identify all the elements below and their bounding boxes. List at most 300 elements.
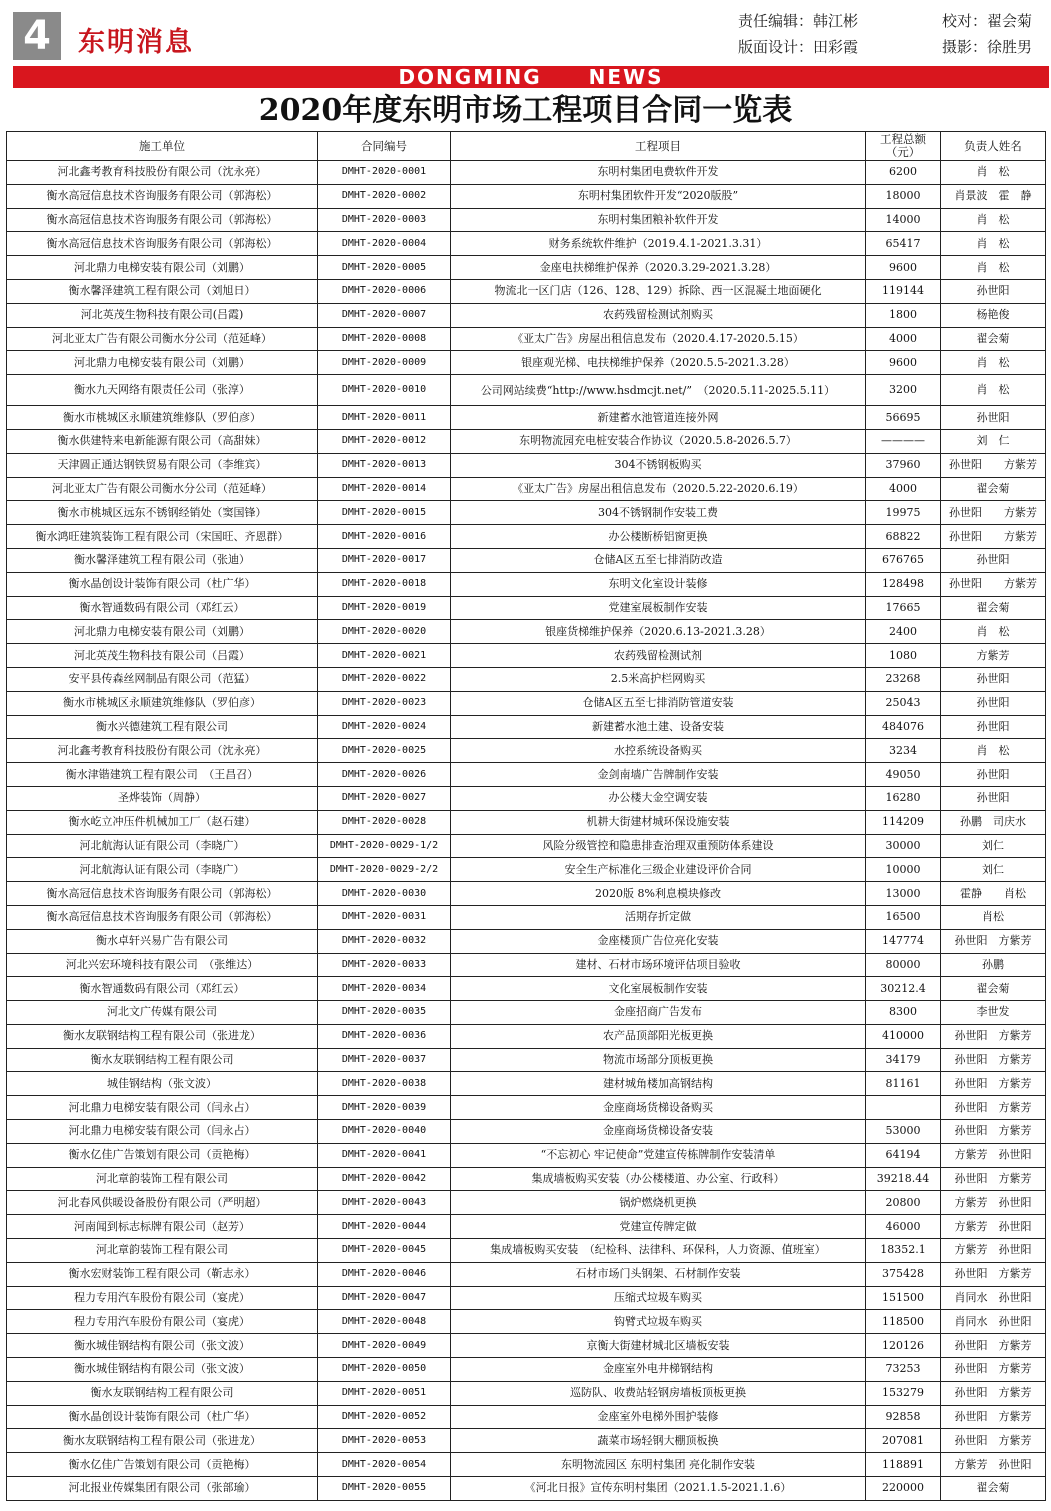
cell-person: 翟会菊: [941, 327, 1046, 351]
banner-bar: [13, 66, 1049, 88]
table-row: [7, 1405, 1046, 1429]
cell-project: 建材、石材市场环境评估项目验收: [451, 953, 866, 977]
cell-amount: 17665: [866, 596, 941, 620]
cell-project: 仓储A区五至七排消防管道安装: [451, 691, 866, 715]
cell-contractor: 衡水智通数码有限公司（邓红云）: [7, 596, 318, 620]
cell-amount: 128498: [866, 572, 941, 596]
cell-person: 孙世阳 方紫芳: [941, 1429, 1046, 1453]
cell-contractor: 衡水津锴建筑工程有限公司 （王昌召）: [7, 763, 318, 787]
cell-contract-no: DMHT-2020-0043: [318, 1191, 451, 1215]
cell-contractor: 河北航海认证有限公司（李晓广）: [7, 834, 318, 858]
cell-person: 肖 松: [941, 232, 1046, 256]
table-row: [7, 256, 1046, 280]
cell-project: 东明村集团软件开发“2020版股”: [451, 184, 866, 208]
cell-contractor: 衡水屹立冲压件机械加工厂（赵石建）: [7, 810, 318, 834]
table-row: [7, 834, 1046, 858]
credit-photographer: 摄影：徐胜男: [942, 38, 1033, 56]
table-row: [7, 1453, 1046, 1477]
cell-project: 物流北一区门店（126、128、129）拆除、西一区混凝土地面硬化: [451, 279, 866, 303]
cell-person: 孙鹏 司庆水: [941, 810, 1046, 834]
cell-contractor: 衡水城佳钢结构有限公司（张文波）: [7, 1358, 318, 1382]
cell-contract-no: DMHT-2020-0044: [318, 1215, 451, 1239]
cell-project: 水控系统设备购买: [451, 739, 866, 763]
cell-amount: 37960: [866, 453, 941, 477]
table-row: [7, 715, 1046, 739]
cell-project: 金座电扶梯维护保养（2020.3.29-2021.3.28）: [451, 256, 866, 280]
cell-amount: 147774: [866, 929, 941, 953]
cell-contractor: 天津圆正通达钢铁贸易有限公司（李维宾）: [7, 453, 318, 477]
cell-contract-no: DMHT-2020-0039: [318, 1096, 451, 1120]
cell-project: 仓储A区五至七排消防改造: [451, 548, 866, 572]
cell-project: 建材城角楼加高钢结构: [451, 1072, 866, 1096]
cell-amount: ————: [866, 429, 941, 453]
cell-contractor: 衡水晶创设计装饰有限公司（杜广华）: [7, 1405, 318, 1429]
cell-person: 孙世阳: [941, 763, 1046, 787]
cell-contract-no: DMHT-2020-0048: [318, 1310, 451, 1334]
cell-contractor: 衡水亿佳广告策划有限公司（贡艳梅）: [7, 1143, 318, 1167]
newspaper-brand: 东明消息: [78, 27, 194, 58]
cell-contractor: 河北鑫考教育科技股份有限公司（沈永亮）: [7, 161, 318, 185]
cell-person: 李世发: [941, 1001, 1046, 1025]
cell-contract-no: DMHT-2020-0030: [318, 882, 451, 906]
cell-project: 2020版 8%利息模块修改: [451, 882, 866, 906]
table-row: [7, 406, 1046, 430]
cell-person: 孙世阳 方紫芳: [941, 501, 1046, 525]
cell-project: 东明文化室设计装修: [451, 572, 866, 596]
cell-contract-no: DMHT-2020-0022: [318, 667, 451, 691]
table-row: [7, 327, 1046, 351]
cell-person: 方紫芳 孙世阳: [941, 1215, 1046, 1239]
cell-contractor: 河北鑫考教育科技股份有限公司（沈永亮）: [7, 739, 318, 763]
cell-project: 农药残留检测试剂: [451, 644, 866, 668]
cell-contractor: 安平县传森丝网制品有限公司（范猛）: [7, 667, 318, 691]
cell-amount: 9600: [866, 256, 941, 280]
cell-contractor: 衡水友联钢结构工程有限公司（张进龙）: [7, 1024, 318, 1048]
cell-contract-no: DMHT-2020-0012: [318, 429, 451, 453]
cell-contractor: 河北鼎力电梯安装有限公司（闫永占）: [7, 1120, 318, 1144]
cell-amount: 39218.44: [866, 1167, 941, 1191]
cell-contract-no: DMHT-2020-0049: [318, 1334, 451, 1358]
cell-project: 金座商场货梯设备安装: [451, 1120, 866, 1144]
table-row: [7, 1381, 1046, 1405]
table-row: [7, 1072, 1046, 1096]
cell-person: 孙世阳 方紫芳: [941, 1358, 1046, 1382]
cell-contract-no: DMHT-2020-0029-1/2: [318, 834, 451, 858]
cell-project: 东明村集团电费软件开发: [451, 161, 866, 185]
page-header: [0, 0, 1051, 92]
cell-amount: 118891: [866, 1453, 941, 1477]
cell-project: 金剑南墙广告牌制作安装: [451, 763, 866, 787]
cell-amount: 34179: [866, 1048, 941, 1072]
page-title: 2020年度东明市场工程项目合同一览表: [258, 93, 793, 128]
cell-project: 石材市场门头钢架、石材制作安装: [451, 1262, 866, 1286]
cell-project: 《河北日报》宣传东明村集团（2021.1.5-2021.1.6）: [451, 1477, 866, 1501]
cell-contractor: 河北亚太广告有限公司衡水分公司（范延峰）: [7, 327, 318, 351]
cell-contractor: 衡水晶创设计装饰有限公司（杜广华）: [7, 572, 318, 596]
credit-designer: 版面设计：田彩霞: [738, 38, 859, 56]
cell-amount: 30000: [866, 834, 941, 858]
cell-amount: 119144: [866, 279, 941, 303]
table-row: [7, 1191, 1046, 1215]
cell-project: 压缩式垃圾车购买: [451, 1286, 866, 1310]
cell-contractor: 河北鼎力电梯安装有限公司（刘鹏）: [7, 351, 318, 375]
cell-contractor: 程力专用汽车股份有限公司（宴虎）: [7, 1286, 318, 1310]
cell-amount: 207081: [866, 1429, 941, 1453]
cell-contractor: 衡水市桃城区永顺建筑维修队（罗伯彦）: [7, 691, 318, 715]
cell-person: 刘仁: [941, 858, 1046, 882]
cell-contract-no: DMHT-2020-0036: [318, 1024, 451, 1048]
cell-person: 肖同水 孙世阳: [941, 1310, 1046, 1334]
cell-contract-no: DMHT-2020-0040: [318, 1120, 451, 1144]
cell-person: 孙世阳 方紫芳: [941, 1405, 1046, 1429]
cell-person: 孙鹏: [941, 953, 1046, 977]
cell-person: 肖 松: [941, 351, 1046, 375]
cell-person: 翟会菊: [941, 477, 1046, 501]
cell-contract-no: DMHT-2020-0007: [318, 303, 451, 327]
table-row: [7, 279, 1046, 303]
cell-person: 孙世阳 方紫芳: [941, 525, 1046, 549]
cell-person: 肖松: [941, 905, 1046, 929]
cell-project: 安全生产标准化三级企业建设评价合同: [451, 858, 866, 882]
cell-contract-no: DMHT-2020-0024: [318, 715, 451, 739]
cell-contract-no: DMHT-2020-0042: [318, 1167, 451, 1191]
cell-contractor: 程力专用汽车股份有限公司（宴虎）: [7, 1310, 318, 1334]
table-row: [7, 905, 1046, 929]
table-row: [7, 929, 1046, 953]
cell-person: 方紫芳 孙世阳: [941, 1143, 1046, 1167]
cell-contractor: 河北文广传媒有限公司: [7, 1001, 318, 1025]
cell-project: 《亚太广告》房屋出租信息发布（2020.4.17-2020.5.15）: [451, 327, 866, 351]
cell-person: 翟会菊: [941, 1477, 1046, 1501]
cell-contract-no: DMHT-2020-0038: [318, 1072, 451, 1096]
cell-contract-no: DMHT-2020-0050: [318, 1358, 451, 1382]
cell-person: 孙世阳: [941, 279, 1046, 303]
cell-project: 机耕大街建材城环保设施安装: [451, 810, 866, 834]
cell-project: 巡防队、收费站轻钢房墙板顶板更换: [451, 1381, 866, 1405]
cell-project: 农药残留检测试剂购买: [451, 303, 866, 327]
credits-right: [942, 8, 1032, 60]
cell-project: 金座室外电梯外围护装修: [451, 1405, 866, 1429]
cell-contractor: 衡水供建特来电新能源有限公司（高甜妹）: [7, 429, 318, 453]
cell-project: 金座楼顶广告位亮化安装: [451, 929, 866, 953]
cell-contractor: 河北章韵装饰工程有限公司: [7, 1239, 318, 1263]
cell-amount: 4000: [866, 327, 941, 351]
table-row: [7, 596, 1046, 620]
cell-contract-no: DMHT-2020-0045: [318, 1239, 451, 1263]
cell-amount: 81161: [866, 1072, 941, 1096]
cell-contract-no: DMHT-2020-0014: [318, 477, 451, 501]
cell-person: 霍静 肖松: [941, 882, 1046, 906]
cell-project: 东明村集团粮补软件开发: [451, 208, 866, 232]
table-row: [7, 977, 1046, 1001]
cell-amount: 220000: [866, 1477, 941, 1501]
cell-project: 金座商场货梯设备购买: [451, 1096, 866, 1120]
cell-amount: 20800: [866, 1191, 941, 1215]
cell-amount: 16500: [866, 905, 941, 929]
cell-project: 金座招商广告发布: [451, 1001, 866, 1025]
cell-amount: 56695: [866, 406, 941, 430]
cell-contractor: 衡水高冠信息技术咨询服务有限公司（郭海松）: [7, 905, 318, 929]
cell-person: 孙世阳 方紫芳: [941, 453, 1046, 477]
table-row: [7, 525, 1046, 549]
cell-contract-no: DMHT-2020-0009: [318, 351, 451, 375]
table-row: [7, 1358, 1046, 1382]
cell-project: 钩臂式垃圾车购买: [451, 1310, 866, 1334]
cell-amount: 375428: [866, 1262, 941, 1286]
cell-person: 孙世阳 方紫芳: [941, 1334, 1046, 1358]
table-row: [7, 1334, 1046, 1358]
cell-contract-no: DMHT-2020-0026: [318, 763, 451, 787]
cell-amount: 4000: [866, 477, 941, 501]
cell-project: 办公楼大金空调安装: [451, 786, 866, 810]
cell-contract-no: DMHT-2020-0020: [318, 620, 451, 644]
cell-amount: 1800: [866, 303, 941, 327]
cell-amount: 118500: [866, 1310, 941, 1334]
table-row: [7, 429, 1046, 453]
cell-contract-no: DMHT-2020-0041: [318, 1143, 451, 1167]
cell-contract-no: DMHT-2020-0029-2/2: [318, 858, 451, 882]
table-row: [7, 691, 1046, 715]
cell-contract-no: DMHT-2020-0005: [318, 256, 451, 280]
cell-project: 蔬菜市场轻钢大棚顶板换: [451, 1429, 866, 1453]
cell-contract-no: DMHT-2020-0054: [318, 1453, 451, 1477]
cell-contract-no: DMHT-2020-0052: [318, 1405, 451, 1429]
cell-project: 党建室展板制作安装: [451, 596, 866, 620]
cell-person: 肖 松: [941, 161, 1046, 185]
cell-contractor: 衡水卓轩兴易广告有限公司: [7, 929, 318, 953]
cell-amount: [866, 1096, 941, 1120]
cell-person: 翟会菊: [941, 977, 1046, 1001]
table-row: [7, 667, 1046, 691]
cell-amount: 14000: [866, 208, 941, 232]
cell-amount: 46000: [866, 1215, 941, 1239]
cell-person: 孙世阳 方紫芳: [941, 1048, 1046, 1072]
table-row: [7, 1215, 1046, 1239]
cell-amount: 65417: [866, 232, 941, 256]
cell-contractor: 衡水高冠信息技术咨询服务有限公司（郭海松）: [7, 882, 318, 906]
cell-person: 孙世阳 方紫芳: [941, 1024, 1046, 1048]
cell-contract-no: DMHT-2020-0053: [318, 1429, 451, 1453]
cell-amount: 23268: [866, 667, 941, 691]
cell-contractor: 衡水市桃城区永顺建筑维修队（罗伯彦）: [7, 406, 318, 430]
cell-project: 公司网站续费“http://www.hsdmcjt.net/” （2020.5.11-2025.5.11）: [451, 375, 866, 406]
cell-amount: 410000: [866, 1024, 941, 1048]
cell-contract-no: DMHT-2020-0008: [318, 327, 451, 351]
cell-amount: 676765: [866, 548, 941, 572]
cell-amount: 1080: [866, 644, 941, 668]
cell-project: 新建蓄水池土建、设备安装: [451, 715, 866, 739]
table-row: [7, 184, 1046, 208]
cell-project: “不忘初心 牢记使命”党建宣传栋牌制作安装清单: [451, 1143, 866, 1167]
cell-contract-no: DMHT-2020-0006: [318, 279, 451, 303]
cell-contract-no: DMHT-2020-0034: [318, 977, 451, 1001]
cell-contract-no: DMHT-2020-0004: [318, 232, 451, 256]
cell-contract-no: DMHT-2020-0033: [318, 953, 451, 977]
table-row: [7, 232, 1046, 256]
cell-contractor: 衡水馨泽建筑工程有限公司（刘旭日）: [7, 279, 318, 303]
credit-editor: 责任编辑：韩江彬: [738, 12, 859, 30]
table-row: [7, 1001, 1046, 1025]
cell-person: 孙世阳: [941, 667, 1046, 691]
table-row: [7, 548, 1046, 572]
table-row: [7, 303, 1046, 327]
table-row: [7, 1143, 1046, 1167]
table-row: [7, 763, 1046, 787]
cell-contractor: 衡水智通数码有限公司（邓红云）: [7, 977, 318, 1001]
cell-amount: 9600: [866, 351, 941, 375]
cell-contract-no: DMHT-2020-0011: [318, 406, 451, 430]
cell-amount: 153279: [866, 1381, 941, 1405]
cell-contractor: 衡水友联钢结构工程有限公司: [7, 1381, 318, 1405]
cell-amount: 80000: [866, 953, 941, 977]
table-row: [7, 1096, 1046, 1120]
cell-project: 银座观光梯、电扶梯维护保养（2020.5.5-2021.3.28）: [451, 351, 866, 375]
table-row: [7, 1262, 1046, 1286]
cell-amount: 18352.1: [866, 1239, 941, 1263]
cell-amount: 120126: [866, 1334, 941, 1358]
table-row: [7, 1310, 1046, 1334]
cell-contract-no: DMHT-2020-0010: [318, 375, 451, 406]
cell-person: 孙世阳 方紫芳: [941, 1262, 1046, 1286]
cell-project: 304不锈钢板购买: [451, 453, 866, 477]
cell-contract-no: DMHT-2020-0018: [318, 572, 451, 596]
cell-person: 孙世阳 方紫芳: [941, 572, 1046, 596]
cell-contract-no: DMHT-2020-0015: [318, 501, 451, 525]
cell-contractor: 河北英茂生物科技有限公司(吕霞): [7, 303, 318, 327]
table-row: [7, 1429, 1046, 1453]
cell-contract-no: DMHT-2020-0051: [318, 1381, 451, 1405]
cell-person: 方紫芳 孙世阳: [941, 1191, 1046, 1215]
cell-project: 东明物流园区 东明村集团 亮化制作安装: [451, 1453, 866, 1477]
cell-person: 孙世阳: [941, 715, 1046, 739]
cell-project: 银座货梯维护保养（2020.6.13-2021.3.28）: [451, 620, 866, 644]
cell-contract-no: DMHT-2020-0027: [318, 786, 451, 810]
table-row: [7, 1167, 1046, 1191]
cell-contractor: 城佳钢结构（张文波）: [7, 1072, 318, 1096]
table-row: [7, 477, 1046, 501]
cell-amount: 10000: [866, 858, 941, 882]
cell-amount: 2400: [866, 620, 941, 644]
cell-contract-no: DMHT-2020-0025: [318, 739, 451, 763]
cell-contractor: 河南闻到标志标牌有限公司（赵芳）: [7, 1215, 318, 1239]
cell-contract-no: DMHT-2020-0037: [318, 1048, 451, 1072]
cell-project: 办公楼断桥铝窗更换: [451, 525, 866, 549]
cell-amount: 3200: [866, 375, 941, 406]
cell-project: 2.5米高护栏网购买: [451, 667, 866, 691]
cell-person: 肖 松: [941, 375, 1046, 406]
table-row: [7, 572, 1046, 596]
cell-contract-no: DMHT-2020-0019: [318, 596, 451, 620]
cell-contract-no: DMHT-2020-0003: [318, 208, 451, 232]
cell-contractor: 河北兴宏环境科技有限公司 （张维达）: [7, 953, 318, 977]
cell-contractor: 衡水兴德建筑工程有限公司: [7, 715, 318, 739]
cell-person: 孙世阳: [941, 548, 1046, 572]
table-row: [7, 739, 1046, 763]
cell-person: 刘 仁: [941, 429, 1046, 453]
table-row: [7, 453, 1046, 477]
cell-contractor: 河北鼎力电梯安装有限公司（闫永占）: [7, 1096, 318, 1120]
cell-project: 文化室展板制作安装: [451, 977, 866, 1001]
table-row: [7, 644, 1046, 668]
cell-amount: 18000: [866, 184, 941, 208]
table-row: [7, 351, 1046, 375]
cell-person: 孙世阳 方紫芳: [941, 1096, 1046, 1120]
cell-project: 风险分级管控和隐患排查治理双重预防体系建设: [451, 834, 866, 858]
cell-amount: 30212.4: [866, 977, 941, 1001]
cell-project: 锅炉燃烧机更换: [451, 1191, 866, 1215]
cell-project: 新建蓄水池管道连接外网: [451, 406, 866, 430]
cell-contractor: 衡水市桃城区远东不锈钢经销处（窦国锋）: [7, 501, 318, 525]
table-row: [7, 208, 1046, 232]
table-row: [7, 882, 1046, 906]
cell-amount: 114209: [866, 810, 941, 834]
page-number: 4: [13, 12, 61, 60]
header-contract-no: 合同编号: [318, 132, 451, 161]
cell-person: 孙世阳 方紫芳: [941, 1167, 1046, 1191]
cell-amount: 3234: [866, 739, 941, 763]
cell-project: 304不锈钢制作安装工费: [451, 501, 866, 525]
table-row: [7, 786, 1046, 810]
cell-amount: 53000: [866, 1120, 941, 1144]
cell-amount: 92858: [866, 1405, 941, 1429]
cell-contractor: 衡水友联钢结构工程有限公司: [7, 1048, 318, 1072]
cell-contractor: 衡水友联钢结构工程有限公司（张进龙）: [7, 1429, 318, 1453]
cell-person: 孙世阳 方紫芳: [941, 929, 1046, 953]
cell-contractor: 河北鼎力电梯安装有限公司（刘鹏）: [7, 620, 318, 644]
cell-contract-no: DMHT-2020-0001: [318, 161, 451, 185]
cell-project: 财务系统软件维护（2019.4.1-2021.3.31）: [451, 232, 866, 256]
cell-contractor: 河北航海认证有限公司（李晓广）: [7, 858, 318, 882]
cell-person: 方紫芳 孙世阳: [941, 1453, 1046, 1477]
cell-project: 集成墙板购买安装 （纪检科、法律科、环保科，人力资源、值班室）: [451, 1239, 866, 1263]
cell-contractor: 河北亚太广告有限公司衡水分公司（范延峰）: [7, 477, 318, 501]
cell-contractor: 衡水高冠信息技术咨询服务有限公司（郭海松）: [7, 208, 318, 232]
header-amount: 工程总额（元）: [866, 132, 941, 161]
cell-amount: 16280: [866, 786, 941, 810]
cell-person: 孙世阳: [941, 406, 1046, 430]
cell-person: 方紫芳 孙世阳: [941, 1239, 1046, 1263]
cell-project: 物流市场部分顶板更换: [451, 1048, 866, 1072]
cell-contractor: 衡水宏财装饰工程有限公司（靳志永）: [7, 1262, 318, 1286]
credit-proofreader: 校对：翟会菊: [942, 12, 1033, 30]
table-body: [7, 161, 1046, 1501]
cell-contract-no: DMHT-2020-0047: [318, 1286, 451, 1310]
cell-project: 东明物流园充电桩安装合作协议（2020.5.8-2026.5.7）: [451, 429, 866, 453]
cell-amount: 13000: [866, 882, 941, 906]
cell-contract-no: DMHT-2020-0021: [318, 644, 451, 668]
banner-text: DONGMING NEWS: [398, 65, 664, 89]
cell-project: 农产品顶部阳光板更换: [451, 1024, 866, 1048]
cell-contract-no: DMHT-2020-0016: [318, 525, 451, 549]
table-row: [7, 810, 1046, 834]
cell-contractor: 衡水高冠信息技术咨询服务有限公司（郭海松）: [7, 184, 318, 208]
cell-person: 孙世阳 方紫芳: [941, 1072, 1046, 1096]
table-row: [7, 858, 1046, 882]
table-row: [7, 1477, 1046, 1501]
cell-person: 杨艳俊: [941, 303, 1046, 327]
cell-project: 集成墙板购买安装（办公楼楼道、办公室、行政科）: [451, 1167, 866, 1191]
table-row: [7, 620, 1046, 644]
table-row: [7, 161, 1046, 185]
table-row: [7, 1120, 1046, 1144]
cell-project: 活期存折定做: [451, 905, 866, 929]
header-project: 工程项目: [451, 132, 866, 161]
cell-contract-no: DMHT-2020-0035: [318, 1001, 451, 1025]
cell-amount: 64194: [866, 1143, 941, 1167]
cell-project: 京衡大街建材城北区墙板安装: [451, 1334, 866, 1358]
cell-person: 肖同水 孙世阳: [941, 1286, 1046, 1310]
header-person: 负责人姓名: [941, 132, 1046, 161]
